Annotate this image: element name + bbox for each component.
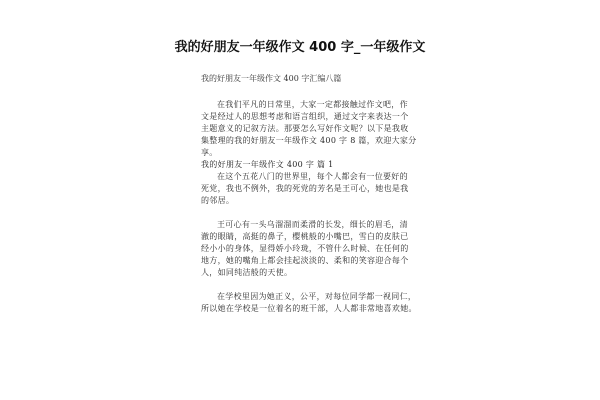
paragraph-line: 文是经过人的思想考虑和语言组织，通过文字来表达一个 — [201, 112, 409, 121]
paragraph-line: 主题意义的记叙方法。那要怎么写好作文呢？以下是我收 — [201, 124, 409, 133]
paragraph-line: 王可心有一头乌溜溜而柔滑的长发，细长的眉毛，清 — [217, 220, 408, 229]
paragraph-line: 在这个五花八门的世界里，每个人都会有一位要好的 — [217, 172, 408, 181]
paragraph-line: 集整理的我的好朋友一年级作文 400 字 8 篇，欢迎大家分 — [201, 136, 417, 145]
paragraph-line: 地方，她的嘴角上都会挂起淡淡的、柔和的笑容迎合每个 — [201, 256, 409, 265]
intro-paragraph — [201, 99, 417, 159]
section-paragraph-1 — [201, 171, 407, 207]
paragraph-gap — [201, 279, 407, 291]
paragraph-line: 所以她在学校是一位着名的班干部，人人都非常地喜欢她。 — [201, 304, 417, 313]
paragraph-line: 死党，我也不例外，我的死党的芳名是王可心，她也是我 — [201, 184, 409, 193]
document-subtitle: 我的好朋友一年级作文 400 字汇编八篇 — [201, 74, 342, 83]
paragraph-line: 在我们平凡的日常里，大家一定都接触过作文吧，作 — [217, 100, 408, 109]
paragraph-line: 人，如同纯洁般的天使。 — [201, 268, 293, 277]
paragraph-line: 的邻居。 — [201, 196, 235, 205]
paragraph-line: 享。 — [201, 148, 218, 157]
paragraph-gap — [201, 207, 407, 219]
section-paragraph-2 — [201, 219, 407, 279]
section-paragraph-3 — [201, 291, 417, 315]
paragraph-line: 澈的眼睛，高挺的鼻子，樱桃般的小嘴巴，雪白的皮肤已 — [201, 232, 409, 241]
paragraph-line: 在学校里因为她正义，公平，对每位同学都一视同仁， — [217, 292, 417, 301]
section-heading: 我的好朋友一年级作文 400 字 篇 1 — [201, 160, 334, 169]
paragraph-line: 经小小的身体，显得娇小玲珑，不管什么时候、在任何的 — [201, 244, 409, 253]
document-body — [201, 99, 417, 315]
document-title: 我的好朋友一年级作文 400 字_一年级作文 — [174, 40, 426, 55]
